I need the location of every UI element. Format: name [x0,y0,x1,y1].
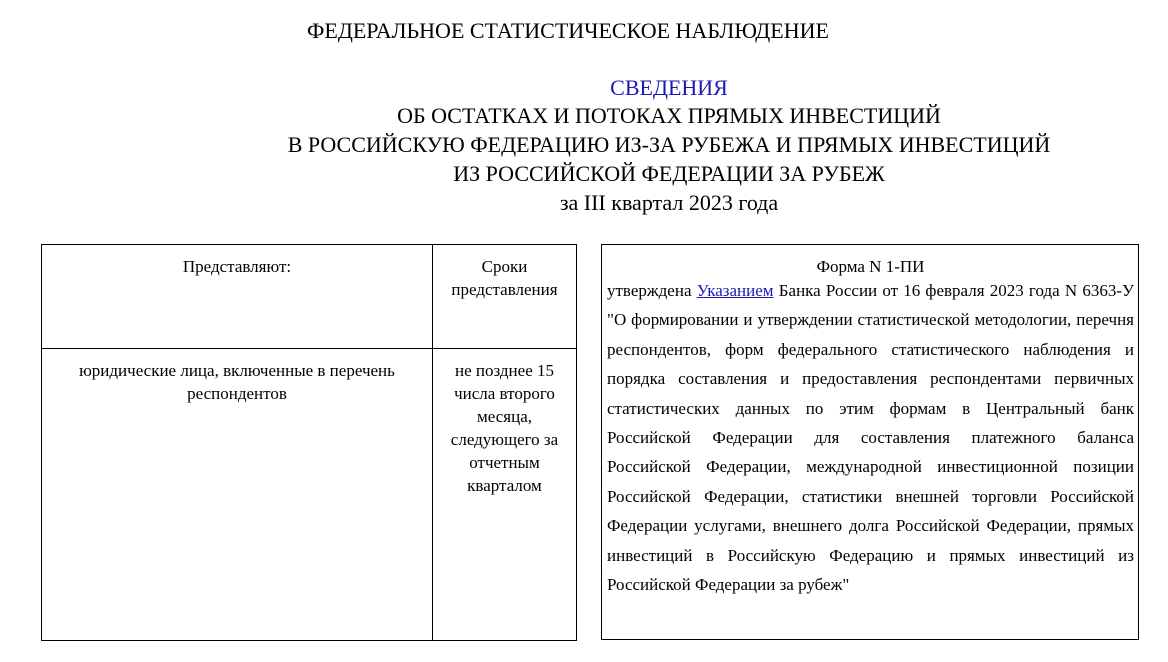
header-deadline: Сроки представления [433,245,577,349]
document-title-line-3: ИЗ РОССИЙСКОЙ ФЕДЕРАЦИИ ЗА РУБЕЖ [453,161,885,186]
reporting-period: за III квартал 2023 года [559,190,779,215]
survey-type-heading: ФЕДЕРАЛЬНОЕ СТАТИСТИЧЕСКОЕ НАБЛЮДЕНИЕ [307,18,829,43]
ukazanie-link[interactable]: Указанием [696,281,774,300]
respondents-table-header-row [42,245,577,349]
document-title-line-2: В РОССИЙСКУЮ ФЕДЕРАЦИЮ ИЗ-ЗА РУБЕЖА И ПРЯМЫХ ИНВЕСТИЦИЙ [287,132,1051,157]
approval-details: Банка России от 16 февраля 2023 года N 6363-У "О формировании и утверждении статистической методологии, перечня респондентов, форм федерального статистического наблюдения и порядка составления и предоставления респондентами первичных статистических данных по этим формам в Центральный банк Российской Федерации для составления платежного баланса Российской Федерации, международной инвестиционной позиции Российской Федерации, статистики внешней торговли Российской Федерации услугами, внешнего долга Российской Федерации, прямых инвестиций в Российскую Федерацию и прямых инвестиций из Российской Федерации за рубеж" [607,281,1135,595]
approved-prefix: утверждена [607,281,692,300]
respondents-table-row [42,349,577,641]
document-title-line-1: ОБ ОСТАТКАХ И ПОТОКАХ ПРЯМЫХ ИНВЕСТИЦИЙ [397,103,941,128]
respondents-table [41,244,577,641]
form-approval-box [601,244,1139,640]
form-number: Форма N 1-ПИ [816,257,925,276]
header-who-submits: Представляют: [42,245,433,349]
form-approval-text [607,276,1134,599]
cell-deadline: не позднее 15 числа второго месяца, следующего за отчетным кварталом [433,349,577,641]
svedeniya-link[interactable]: СВЕДЕНИЯ [610,75,728,100]
cell-who-submits: юридические лица, включенные в перечень респондентов [42,349,433,641]
